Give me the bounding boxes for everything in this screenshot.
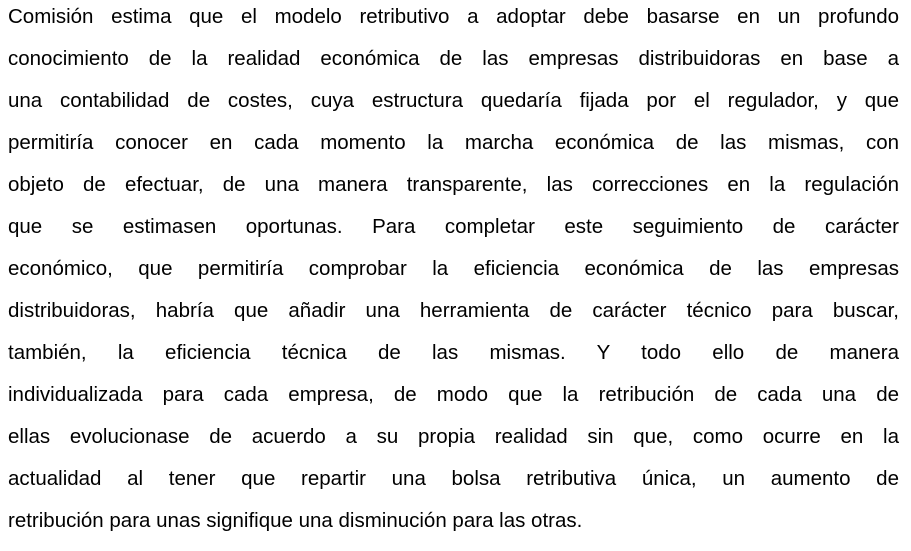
- paragraph-line: una contabilidad de costes, cuya estructura quedaría fijada por el regulador, y que: [8, 89, 899, 112]
- paragraph-line: económico, que permitiría comprobar la eficiencia económica de las empresas: [8, 257, 899, 280]
- paragraph-line: conocimiento de la realidad económica de las empresas distribuidoras en base a: [8, 47, 899, 70]
- paragraph-line: actualidad al tener que repartir una bolsa retributiva única, un aumento de: [8, 467, 899, 490]
- paragraph-line: también, la eficiencia técnica de las mismas. Y todo ello de manera: [8, 341, 899, 364]
- paragraph-line: distribuidoras, habría que añadir una herramienta de carácter técnico para buscar,: [8, 299, 899, 322]
- paragraph-line: Comisión estima que el modelo retributivo a adoptar debe basarse en un profundo: [8, 5, 899, 28]
- paragraph-line: individualizada para cada empresa, de modo que la retribución de cada una de: [8, 383, 899, 406]
- paragraph-line: ellas evolucionase de acuerdo a su propia realidad sin que, como ocurre en la: [8, 425, 899, 448]
- paragraph-line: objeto de efectuar, de una manera transparente, las correcciones en la regulación: [8, 173, 899, 196]
- paragraph-line: que se estimasen oportunas. Para completar este seguimiento de carácter: [8, 215, 899, 238]
- document-page: [8, 0, 899, 551]
- paragraph-line: permitiría conocer en cada momento la marcha económica de las mismas, con: [8, 131, 899, 154]
- paragraph-line: retribución para unas signifique una disminución para las otras.: [8, 509, 583, 532]
